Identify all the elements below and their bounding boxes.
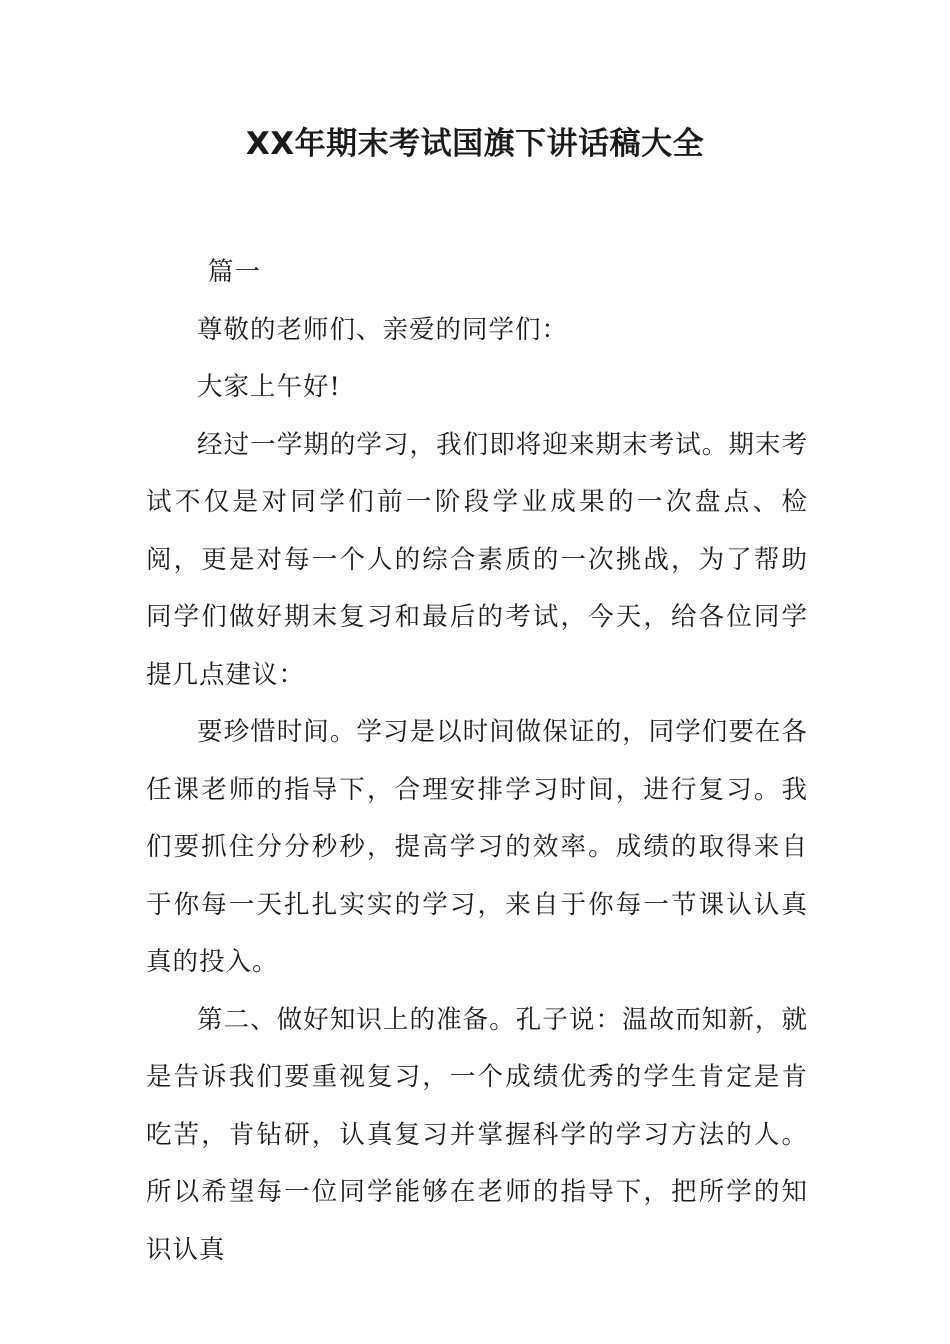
salutation-paragraph: 尊敬的老师们、亲爱的同学们： bbox=[197, 314, 569, 345]
document-title: XX年期末考试国旗下讲话稿大全 bbox=[245, 126, 705, 162]
greeting-paragraph: 大家上午好! bbox=[197, 372, 341, 402]
time-advice-paragraph: 要珍惜时间。学习是以时间做保证的，同学们要在各任课老师的指导下，合理安排学习时间，进行复习。我们要抓住分分秒秒，提高学习的效率。成绩的取得来自于你每一天扎扎实实的学习，来自于你每一节课认认真真的投入。 bbox=[146, 717, 808, 977]
section-label: 篇一 bbox=[208, 257, 262, 287]
intro-paragraph: 经过一学期的学习，我们即将迎来期末考试。期末考试不仅是对同学们前一阶段学业成果的一次盘点、检阅，更是对每一个人的综合素质的一次挑战，为了帮助同学们做好期末复习和最后的考试，今天，给各位同学提几点建议： bbox=[146, 429, 808, 690]
document-body bbox=[146, 244, 808, 1279]
knowledge-advice-paragraph: 第二、做好知识上的准备。孔子说：温故而知新，就是告诉我们要重视复习，一个成绩优秀的学生肯定是肯吃苦，肯钻研，认真复习并掌握科学的学习方法的人。所以希望每一位同学能够在老师的指导下，把所学的知识认真 bbox=[146, 1004, 808, 1265]
